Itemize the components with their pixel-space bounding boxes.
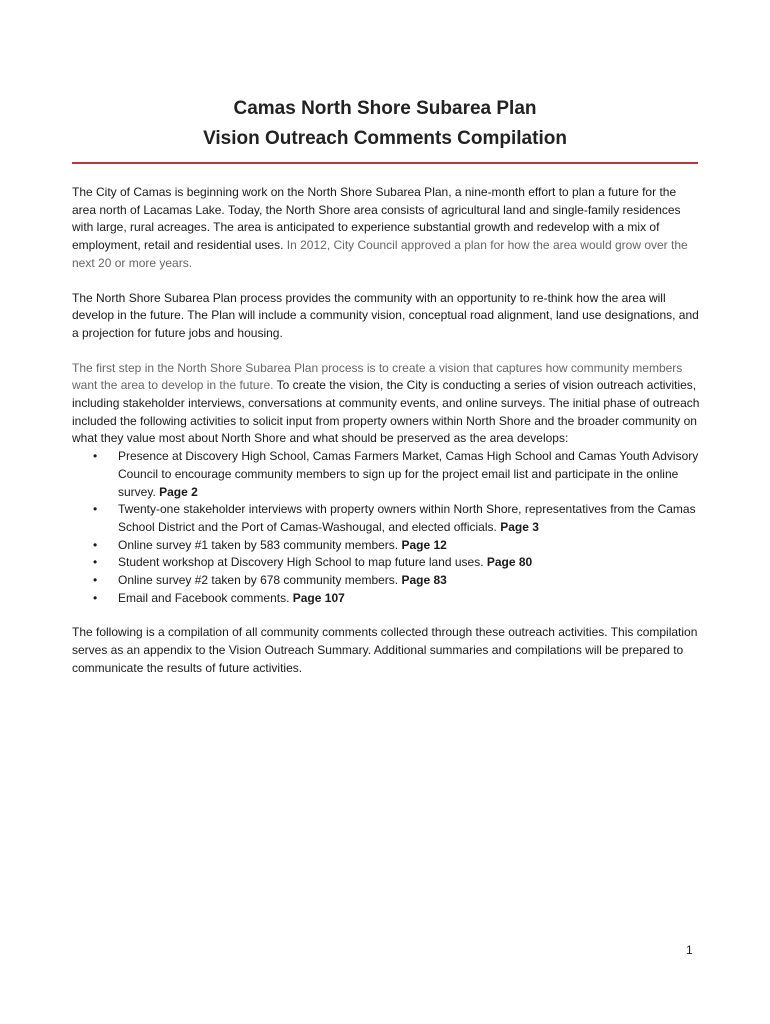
compilation-paragraph: The following is a compilation of all community comments collected through these outreach activities. This compilation serves as an appendix to the Vision Outreach Summary. Additional summaries and compilations will be prepared to communicate the results of future activities. — [72, 625, 698, 675]
page-reference: Page 83 — [401, 573, 447, 588]
activities-list — [72, 448, 700, 607]
list-item-text: Email and Facebook comments. — [118, 590, 293, 605]
intro-text: The City of Camas is beginning work on the North Shore Subarea Plan, a nine-month effort to plan a future for the area north of Lacamas Lake. Today, the North Shore area consists of agricultural land and single-family residences with large, rural acreages. The area is anticipated to experience substantial growth and redevelop with a mix of employment, retail and residential uses. — [72, 185, 681, 253]
process-paragraph: The North Shore Subarea Plan process provides the community with an opportunity to re-think how the area will develop in the future. The Plan will include a community vision, conceptual road alignment, land use designations, and a projection for future jobs and housing. — [72, 290, 699, 340]
list-item-text: Online survey #2 taken by 678 community members. — [118, 573, 402, 588]
list-item-text: Student workshop at Discovery High School to map future land uses. — [118, 555, 487, 570]
list-item — [93, 537, 700, 555]
list-item — [93, 572, 700, 590]
document-title — [0, 94, 770, 154]
bullet-icon: • — [93, 449, 98, 464]
list-item — [93, 590, 700, 608]
page-number: 1 — [686, 943, 693, 957]
bullet-icon: • — [93, 502, 98, 517]
intro-paragraph — [72, 184, 700, 273]
vision-paragraph — [72, 360, 700, 449]
page-reference: Page 107 — [292, 590, 345, 605]
bullet-icon: • — [93, 573, 98, 588]
list-item-text: Presence at Discovery High School, Camas Farmers Market, Camas High School and Camas Youth Advisory Council to encourage community members to sign up for the project email list and participate in the online survey. — [118, 449, 699, 499]
page-reference: Page 12 — [401, 537, 447, 552]
list-item-text: Online survey #1 taken by 583 community members. — [118, 537, 402, 552]
document-body — [72, 184, 700, 695]
page-reference: Page 2 — [159, 484, 198, 499]
intro-muted-text: In 2012, City Council approved a plan for how the area would grow over the next 20 or more years. — [72, 238, 688, 270]
vision-text: To create the vision, the City is conducting a series of vision outreach activities, including stakeholder interviews, conversations at community events, and online surveys. The initial phase of outreach included the following activities to solicit input from property owners within North Shore and the broader community on what they value most about North Shore and what should be preserved as the area develops: — [72, 378, 700, 446]
page-reference: Page 3 — [500, 519, 539, 534]
bullet-icon: • — [93, 537, 98, 552]
list-item — [93, 448, 700, 501]
list-item — [93, 554, 700, 572]
list-item — [93, 501, 700, 536]
vision-muted-text: The first step in the North Shore Subarea Plan process is to create a vision that captures how community members want the area to develop in the future. — [72, 360, 683, 393]
list-item-text: Twenty-one stakeholder interviews with property owners within North Shore, representatives from the Camas School District and the Port of Camas-Washougal, and elected officials. — [118, 502, 696, 534]
title-divider — [72, 162, 698, 164]
bullet-icon: • — [93, 590, 98, 605]
title-line-1: Camas North Shore Subarea Plan — [233, 98, 537, 119]
page-reference: Page 80 — [486, 555, 533, 570]
bullet-icon: • — [93, 555, 98, 570]
title-line-2: Vision Outreach Comments Compilation — [203, 128, 567, 149]
